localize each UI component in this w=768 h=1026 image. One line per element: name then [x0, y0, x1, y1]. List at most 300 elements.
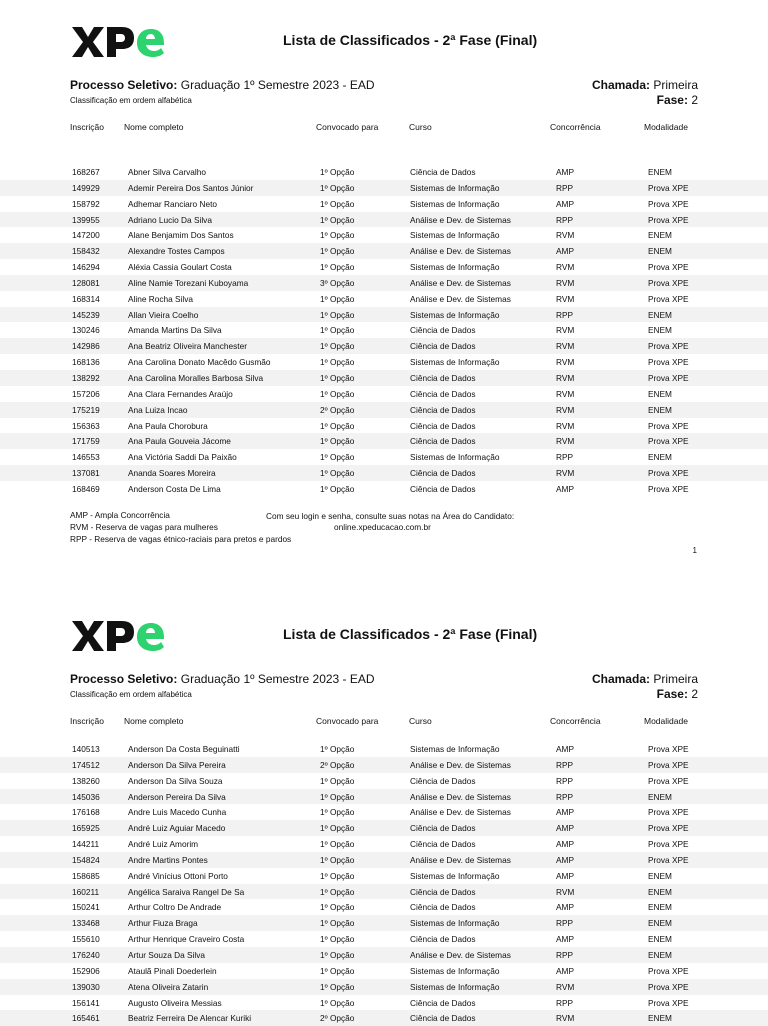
cell-curso: Sistemas de Informação: [410, 357, 500, 368]
cell-convocado: 1º Opção: [320, 357, 355, 368]
report-page-2: [0, 618, 768, 1024]
table-row: [0, 947, 768, 963]
chamada: Chamada: Primeira: [591, 672, 698, 686]
cell-concorrencia: RPP: [556, 182, 574, 193]
cell-curso: Análise e Dev. de Sistemas: [410, 854, 511, 865]
cell-curso: Análise e Dev. de Sistemas: [410, 791, 511, 802]
cell-convocado: 1º Opção: [320, 167, 355, 177]
cell-concorrencia: RVM: [556, 981, 575, 992]
cell-inscricao: 158792: [72, 198, 100, 209]
cell-convocado: 1º Opção: [320, 388, 355, 399]
cell-inscricao: 158432: [72, 246, 100, 257]
cell-nome: Ademir Pereira Dos Santos Júnior: [128, 182, 254, 193]
legend-rvm: RVM - Reserva de vagas para mulheres: [70, 522, 218, 532]
col-header-nome: Nome completo: [124, 122, 184, 132]
cell-nome: Artur Souza Da Silva: [128, 949, 206, 960]
cell-curso: Sistemas de Informação: [410, 744, 500, 754]
table-row: [0, 180, 768, 196]
table-row: [0, 275, 768, 291]
cell-concorrencia: AMP: [556, 167, 574, 177]
cell-modalidade: Prova XPE: [648, 214, 689, 225]
cell-modalidade: ENEM: [648, 388, 672, 399]
table-row: [0, 931, 768, 947]
processo-seletivo: Processo Seletivo: Graduação 1º Semestre 2023 - EAD: [70, 672, 375, 686]
cell-curso: Sistemas de Informação: [410, 452, 500, 463]
cell-concorrencia: RVM: [556, 886, 575, 897]
cell-modalidade: ENEM: [648, 230, 672, 241]
cell-convocado: 1º Opção: [320, 981, 355, 992]
cell-inscricao: 165461: [72, 1013, 100, 1024]
cell-inscricao: 156141: [72, 997, 100, 1008]
cell-nome: Arthur Henrique Craveiro Costa: [128, 934, 245, 945]
table-row: [0, 741, 768, 757]
cell-modalidade: ENEM: [648, 886, 672, 897]
chamada: Chamada: Primeira: [591, 78, 698, 92]
table-row: [0, 899, 768, 915]
cell-concorrencia: AMP: [556, 823, 574, 834]
cell-modalidade: Prova XPE: [648, 341, 689, 352]
table-row: [0, 259, 768, 275]
cell-inscricao: 168469: [72, 483, 100, 494]
cell-concorrencia: RVM: [556, 293, 575, 304]
cell-modalidade: Prova XPE: [648, 357, 689, 368]
table-row: [0, 418, 768, 434]
cell-convocado: 1º Opção: [320, 452, 355, 463]
cell-convocado: 1º Opção: [320, 230, 355, 241]
cell-convocado: 2º Opção: [320, 759, 355, 770]
cell-modalidade: Prova XPE: [648, 965, 689, 976]
report-title: Lista de Classificados - 2ª Fase (Final): [283, 32, 538, 48]
cell-inscricao: 155610: [72, 934, 100, 945]
cell-concorrencia: AMP: [556, 934, 574, 945]
table-row: [0, 789, 768, 805]
cell-modalidade: Prova XPE: [648, 372, 689, 383]
cell-inscricao: 171759: [72, 436, 100, 447]
cell-curso: Ciência de Dados: [410, 823, 476, 834]
cell-inscricao: 146553: [72, 452, 100, 463]
cell-modalidade: ENEM: [648, 246, 672, 257]
table-row: [0, 465, 768, 481]
table-row: [0, 433, 768, 449]
cell-nome: Abner Silva Carvalho: [128, 167, 206, 177]
col-header-concorrencia: Concorrência: [550, 122, 601, 132]
cell-curso: Ciência de Dados: [410, 1013, 476, 1024]
cell-nome: Anderson Costa De Lima: [128, 483, 221, 494]
cell-curso: Análise e Dev. de Sistemas: [410, 759, 511, 770]
cell-concorrencia: RPP: [556, 791, 574, 802]
col-header-nome: Nome completo: [124, 716, 184, 726]
cell-nome: André Luiz Amorim: [128, 839, 199, 850]
cell-convocado: 1º Opção: [320, 325, 355, 336]
cell-inscricao: 168136: [72, 357, 100, 368]
cell-concorrencia: RVM: [556, 262, 575, 273]
report-title: Lista de Classificados - 2ª Fase (Final): [283, 626, 538, 642]
cell-modalidade: Prova XPE: [648, 198, 689, 209]
cell-convocado: 1º Opção: [320, 807, 355, 818]
cell-modalidade: Prova XPE: [648, 807, 689, 818]
table-row: [0, 354, 768, 370]
cell-concorrencia: RPP: [556, 997, 574, 1008]
cell-curso: Sistemas de Informação: [410, 182, 500, 193]
cell-convocado: 1º Opção: [320, 934, 355, 945]
cell-inscricao: 140513: [72, 744, 100, 754]
cell-concorrencia: RPP: [556, 949, 574, 960]
cell-nome: Aline Rocha Silva: [128, 293, 194, 304]
cell-inscricao: 175219: [72, 404, 100, 415]
cell-modalidade: Prova XPE: [648, 775, 689, 786]
cell-convocado: 1º Opção: [320, 309, 355, 320]
col-header-curso: Curso: [409, 122, 432, 132]
table-row: [0, 979, 768, 995]
cell-convocado: 1º Opção: [320, 997, 355, 1008]
cell-curso: Sistemas de Informação: [410, 965, 500, 976]
cell-inscricao: 165925: [72, 823, 100, 834]
col-header-convocado: Convocado para: [316, 716, 379, 726]
cell-concorrencia: RVM: [556, 420, 575, 431]
cell-concorrencia: AMP: [556, 870, 574, 881]
cell-convocado: 1º Opção: [320, 791, 355, 802]
table-row: [0, 852, 768, 868]
table-row: [0, 915, 768, 931]
table-row: [0, 386, 768, 402]
cell-convocado: 1º Opção: [320, 198, 355, 209]
cell-inscricao: 142986: [72, 341, 100, 352]
cell-convocado: 1º Opção: [320, 870, 355, 881]
cell-modalidade: ENEM: [648, 167, 672, 177]
table-row: [0, 757, 768, 773]
cell-inscricao: 156363: [72, 420, 100, 431]
table-row: [0, 370, 768, 386]
fase: Fase: 2: [656, 93, 698, 107]
cell-curso: Ciência de Dados: [410, 325, 476, 336]
cell-modalidade: ENEM: [648, 325, 672, 336]
cell-curso: Ciência de Dados: [410, 902, 476, 913]
cell-modalidade: Prova XPE: [648, 744, 689, 754]
cell-convocado: 1º Opção: [320, 341, 355, 352]
cell-convocado: 1º Opção: [320, 854, 355, 865]
cell-concorrencia: RPP: [556, 214, 574, 225]
results-table: [0, 164, 768, 497]
cell-inscricao: 139955: [72, 214, 100, 225]
cell-inscricao: 157206: [72, 388, 100, 399]
cell-inscricao: 160211: [72, 886, 100, 897]
cell-concorrencia: RVM: [556, 230, 575, 241]
cell-concorrencia: RVM: [556, 325, 575, 336]
cell-concorrencia: RVM: [556, 468, 575, 479]
classification-note: Classificação em ordem alfabética: [70, 96, 192, 105]
cell-modalidade: Prova XPE: [648, 420, 689, 431]
cell-concorrencia: RPP: [556, 918, 574, 929]
cell-curso: Ciência de Dados: [410, 420, 476, 431]
cell-concorrencia: AMP: [556, 807, 574, 818]
classification-note: Classificação em ordem alfabética: [70, 690, 192, 699]
table-row: [0, 402, 768, 418]
cell-modalidade: Prova XPE: [648, 436, 689, 447]
cell-modalidade: ENEM: [648, 902, 672, 913]
cell-convocado: 1º Opção: [320, 949, 355, 960]
cell-modalidade: Prova XPE: [648, 981, 689, 992]
login-note: Com seu login e senha, consulte suas notas na Área do Candidato:: [266, 511, 515, 521]
cell-inscricao: 137081: [72, 468, 100, 479]
legend-rpp: RPP - Reserva de vagas étnico-raciais para pretos e pardos: [70, 534, 292, 544]
cell-nome: Anderson Da Silva Souza: [128, 775, 223, 786]
cell-concorrencia: AMP: [556, 246, 574, 257]
cell-concorrencia: AMP: [556, 854, 574, 865]
cell-modalidade: Prova XPE: [648, 839, 689, 850]
cell-concorrencia: AMP: [556, 198, 574, 209]
cell-curso: Sistemas de Informação: [410, 230, 500, 241]
results-table: [0, 741, 768, 1026]
cell-inscricao: 150241: [72, 902, 100, 913]
cell-concorrencia: AMP: [556, 965, 574, 976]
cell-convocado: 3º Opção: [320, 277, 355, 288]
cell-modalidade: Prova XPE: [648, 997, 689, 1008]
cell-modalidade: Prova XPE: [648, 759, 689, 770]
cell-inscricao: 138260: [72, 775, 100, 786]
cell-curso: Sistemas de Informação: [410, 309, 500, 320]
table-row: [0, 868, 768, 884]
cell-curso: Ciência de Dados: [410, 886, 476, 897]
table-row: [0, 884, 768, 900]
table-row: [0, 836, 768, 852]
cell-curso: Sistemas de Informação: [410, 918, 500, 929]
cell-nome: Andre Luis Macedo Cunha: [128, 807, 227, 818]
cell-curso: Análise e Dev. de Sistemas: [410, 246, 511, 257]
cell-curso: Ciência de Dados: [410, 404, 476, 415]
cell-modalidade: Prova XPE: [648, 468, 689, 479]
cell-inscricao: 139030: [72, 981, 100, 992]
cell-modalidade: ENEM: [648, 870, 672, 881]
cell-curso: Ciência de Dados: [410, 934, 476, 945]
cell-concorrencia: AMP: [556, 744, 574, 754]
cell-curso: Análise e Dev. de Sistemas: [410, 214, 511, 225]
xpe-logo: [70, 24, 166, 60]
cell-inscricao: 138292: [72, 372, 100, 383]
cell-concorrencia: RVM: [556, 388, 575, 399]
cell-concorrencia: RVM: [556, 357, 575, 368]
cell-curso: Sistemas de Informação: [410, 870, 500, 881]
cell-curso: Análise e Dev. de Sistemas: [410, 293, 511, 304]
cell-concorrencia: RVM: [556, 277, 575, 288]
cell-modalidade: ENEM: [648, 1013, 672, 1024]
cell-nome: Ana Carolina Donato Macêdo Gusmão: [128, 357, 271, 368]
cell-curso: Ciência de Dados: [410, 436, 476, 447]
cell-nome: Ana Paula Gouveia Jácome: [128, 436, 231, 447]
cell-inscricao: 146294: [72, 262, 100, 273]
cell-inscricao: 149929: [72, 182, 100, 193]
table-row: [0, 227, 768, 243]
table-row: [0, 963, 768, 979]
cell-modalidade: ENEM: [648, 791, 672, 802]
cell-modalidade: ENEM: [648, 452, 672, 463]
cell-convocado: 2º Opção: [320, 1013, 355, 1024]
cell-modalidade: ENEM: [648, 309, 672, 320]
cell-curso: Sistemas de Informação: [410, 981, 500, 992]
cell-modalidade: Prova XPE: [648, 854, 689, 865]
cell-convocado: 1º Opção: [320, 246, 355, 257]
cell-inscricao: 145036: [72, 791, 100, 802]
cell-convocado: 1º Opção: [320, 902, 355, 913]
cell-concorrencia: RPP: [556, 759, 574, 770]
cell-nome: Alane Benjamim Dos Santos: [128, 230, 234, 241]
table-row: [0, 291, 768, 307]
page-number: 1: [692, 546, 697, 555]
cell-inscricao: 147200: [72, 230, 100, 241]
cell-curso: Análise e Dev. de Sistemas: [410, 807, 511, 818]
cell-concorrencia: RPP: [556, 775, 574, 786]
cell-nome: Adriano Lucio Da Silva: [128, 214, 212, 225]
cell-inscricao: 168314: [72, 293, 100, 304]
cell-nome: Arthur Fiuza Braga: [128, 918, 198, 929]
cell-nome: Anderson Pereira Da Silva: [128, 791, 226, 802]
cell-inscricao: 144211: [72, 839, 100, 850]
col-header-curso: Curso: [409, 716, 432, 726]
cell-convocado: 1º Opção: [320, 262, 355, 273]
table-row: [0, 449, 768, 465]
cell-curso: Sistemas de Informação: [410, 262, 500, 273]
col-header-modalidade: Modalidade: [644, 122, 688, 132]
cell-nome: Beatriz Ferreira De Alencar Kuriki: [128, 1013, 252, 1024]
cell-convocado: 1º Opção: [320, 372, 355, 383]
cell-convocado: 1º Opção: [320, 965, 355, 976]
cell-concorrencia: RVM: [556, 1013, 575, 1024]
cell-inscricao: 158685: [72, 870, 100, 881]
col-header-concorrencia: Concorrência: [550, 716, 601, 726]
cell-concorrencia: RPP: [556, 309, 574, 320]
cell-inscricao: 154824: [72, 854, 100, 865]
cell-concorrencia: AMP: [556, 839, 574, 850]
cell-modalidade: Prova XPE: [648, 483, 689, 494]
cell-concorrencia: AMP: [556, 483, 574, 494]
cell-convocado: 1º Opção: [320, 436, 355, 447]
col-header-inscricao: Inscrição: [70, 716, 105, 726]
cell-convocado: 1º Opção: [320, 823, 355, 834]
col-header-inscricao: Inscrição: [70, 122, 105, 132]
cell-nome: Ana Luiza Incao: [128, 404, 188, 415]
cell-inscricao: 128081: [72, 277, 100, 288]
cell-inscricao: 130246: [72, 325, 100, 336]
cell-convocado: 1º Opção: [320, 293, 355, 304]
table-row: [0, 164, 768, 180]
xpe-logo: [70, 618, 166, 654]
cell-concorrencia: RVM: [556, 372, 575, 383]
cell-modalidade: ENEM: [648, 949, 672, 960]
cell-concorrencia: AMP: [556, 902, 574, 913]
cell-inscricao: 133468: [72, 918, 100, 929]
cell-concorrencia: RVM: [556, 404, 575, 415]
cell-curso: Ciência de Dados: [410, 167, 476, 177]
cell-inscricao: 176168: [72, 807, 100, 818]
cell-nome: Anderson Da Silva Pereira: [128, 759, 226, 770]
cell-curso: Análise e Dev. de Sistemas: [410, 949, 511, 960]
cell-nome: Arthur Coltro De Andrade: [128, 902, 222, 913]
cell-nome: Alexandre Tostes Campos: [128, 246, 225, 257]
cell-nome: Anderson Da Costa Beguinatti: [128, 744, 240, 754]
cell-convocado: 1º Opção: [320, 839, 355, 850]
cell-modalidade: ENEM: [648, 404, 672, 415]
col-header-modalidade: Modalidade: [644, 716, 688, 726]
fase: Fase: 2: [656, 687, 698, 701]
col-header-convocado: Convocado para: [316, 122, 379, 132]
cell-nome: Ana Paula Chorobura: [128, 420, 208, 431]
cell-nome: Andre Martins Pontes: [128, 854, 208, 865]
table-row: [0, 804, 768, 820]
cell-curso: Ciência de Dados: [410, 997, 476, 1008]
legend-amp: AMP - Ampla Concorrência: [70, 510, 170, 520]
table-row: [0, 995, 768, 1011]
cell-curso: Ciência de Dados: [410, 468, 476, 479]
cell-inscricao: 152906: [72, 965, 100, 976]
cell-nome: André Vinícius Ottoni Porto: [128, 870, 228, 881]
cell-nome: Ana Victória Saddi Da Paixão: [128, 452, 237, 463]
cell-inscricao: 174512: [72, 759, 100, 770]
cell-nome: André Luiz Aguiar Macedo: [128, 823, 226, 834]
cell-modalidade: Prova XPE: [648, 182, 689, 193]
cell-nome: Aline Namie Torezani Kuboyama: [128, 277, 249, 288]
table-row: [0, 773, 768, 789]
cell-curso: Ciência de Dados: [410, 775, 476, 786]
cell-convocado: 1º Opção: [320, 420, 355, 431]
table-row: [0, 212, 768, 228]
cell-convocado: 1º Opção: [320, 918, 355, 929]
cell-curso: Ciência de Dados: [410, 341, 476, 352]
table-row: [0, 243, 768, 259]
cell-convocado: 1º Opção: [320, 775, 355, 786]
cell-convocado: 1º Opção: [320, 214, 355, 225]
table-row: [0, 307, 768, 323]
cell-concorrencia: RVM: [556, 341, 575, 352]
cell-nome: Amanda Martins Da Silva: [128, 325, 222, 336]
cell-nome: Augusto Oliveira Messias: [128, 997, 222, 1008]
cell-inscricao: 145239: [72, 309, 100, 320]
cell-convocado: 1º Opção: [320, 182, 355, 193]
cell-nome: Aléxia Cassia Goulart Costa: [128, 262, 232, 273]
table-row: [0, 338, 768, 354]
cell-nome: Ataulã Pinali Doederlein: [128, 965, 217, 976]
cell-modalidade: ENEM: [648, 934, 672, 945]
cell-modalidade: ENEM: [648, 918, 672, 929]
cell-curso: Sistemas de Informação: [410, 198, 500, 209]
table-row: [0, 481, 768, 497]
cell-nome: Allan Vieira Coelho: [128, 309, 199, 320]
cell-nome: Angélica Saraiva Rangel De Sa: [128, 886, 245, 897]
cell-nome: Adhemar Ranciaro Neto: [128, 198, 218, 209]
cell-curso: Ciência de Dados: [410, 839, 476, 850]
table-row: [0, 196, 768, 212]
cell-concorrencia: RPP: [556, 452, 574, 463]
report-page-1: [0, 24, 768, 564]
cell-convocado: 2º Opção: [320, 404, 355, 415]
cell-nome: Atena Oliveira Zatarin: [128, 981, 209, 992]
cell-modalidade: Prova XPE: [648, 293, 689, 304]
site-link[interactable]: online.xpeducacao.com.br: [334, 522, 431, 532]
table-row: [0, 820, 768, 836]
cell-curso: Ciência de Dados: [410, 372, 476, 383]
cell-curso: Ciência de Dados: [410, 388, 476, 399]
table-row: [0, 322, 768, 338]
cell-convocado: 1º Opção: [320, 744, 355, 754]
cell-modalidade: Prova XPE: [648, 823, 689, 834]
cell-convocado: 1º Opção: [320, 483, 355, 494]
cell-modalidade: Prova XPE: [648, 262, 689, 273]
cell-inscricao: 176240: [72, 949, 100, 960]
cell-nome: Ana Beatriz Oliveira Manchester: [128, 341, 247, 352]
cell-nome: Ana Clara Fernandes Araújo: [128, 388, 233, 399]
processo-seletivo: Processo Seletivo: Graduação 1º Semestre 2023 - EAD: [70, 78, 375, 92]
cell-nome: Ana Carolina Moralles Barbosa Silva: [128, 372, 264, 383]
cell-modalidade: Prova XPE: [648, 277, 689, 288]
cell-concorrencia: RVM: [556, 436, 575, 447]
